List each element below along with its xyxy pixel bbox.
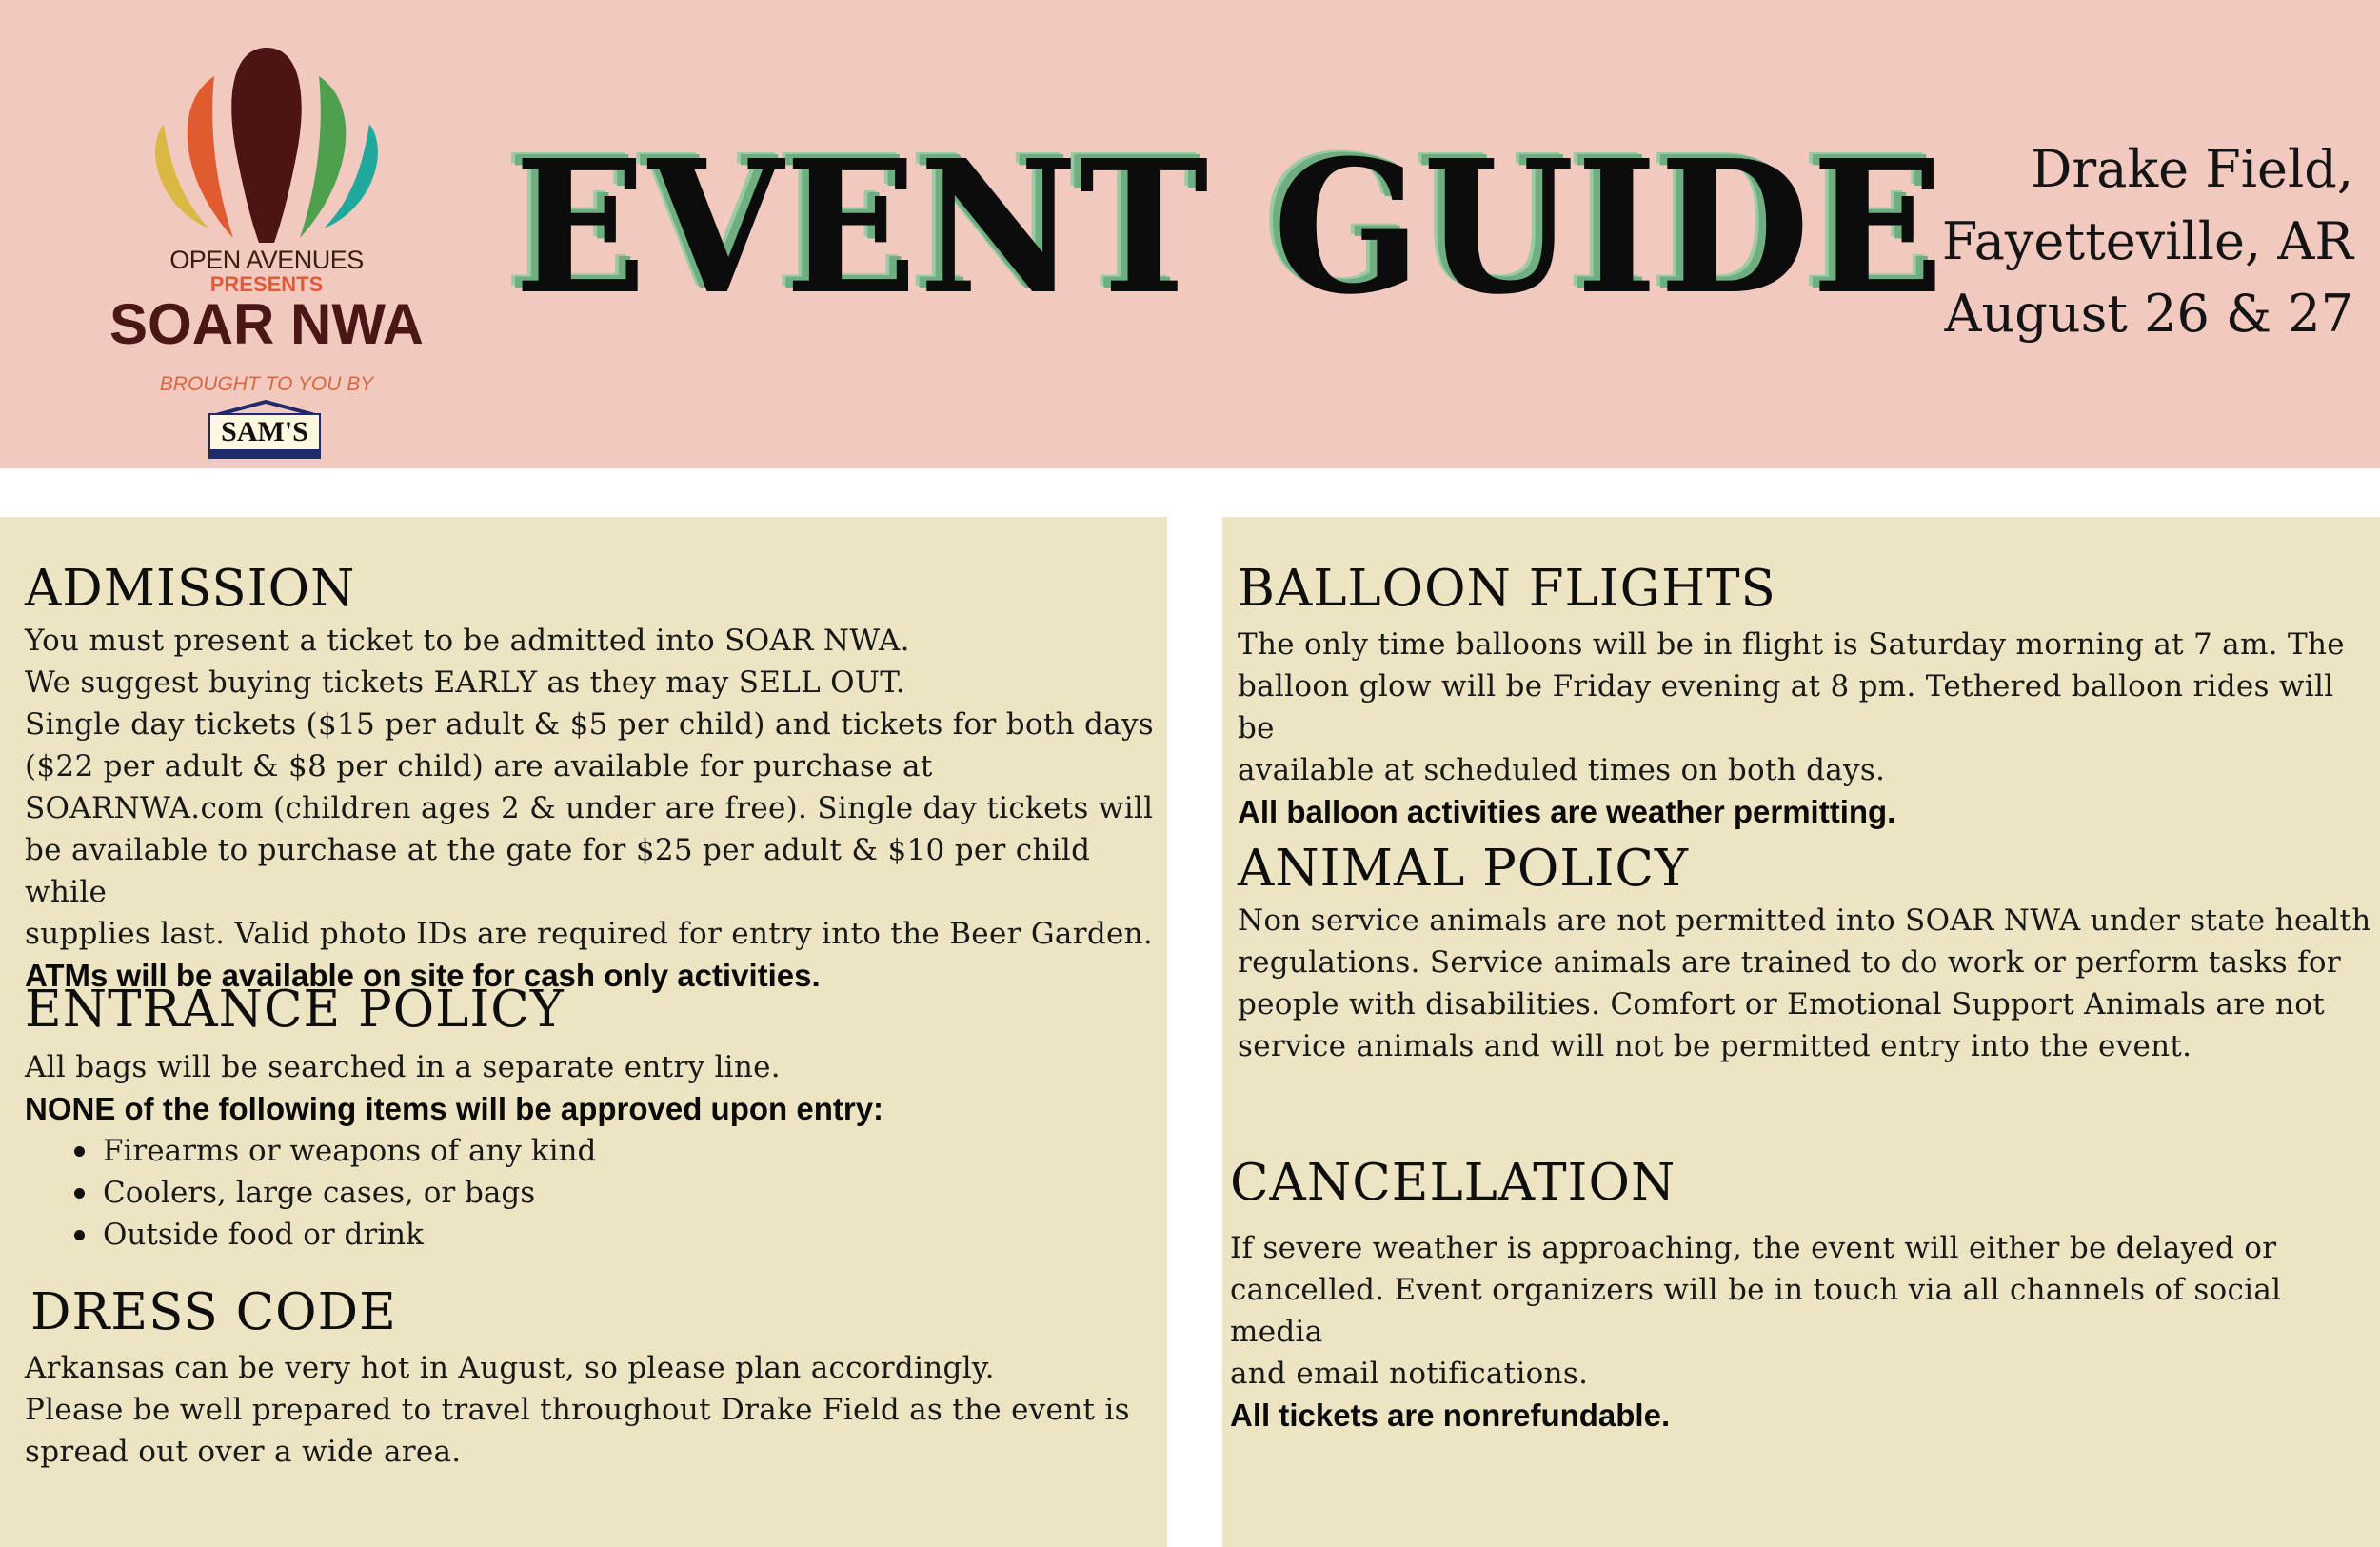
atm-note: ATMs will be available on site for cash only activities.	[25, 958, 821, 993]
location-line-1: Drake Field,	[2031, 139, 2353, 199]
balloon-line: available at scheduled times on both days.	[1238, 753, 1886, 787]
hot-air-balloon-icon	[143, 38, 390, 248]
admission-line: ($22 per adult & $8 per child) are available for purchase at	[25, 749, 933, 783]
header-banner	[0, 0, 2380, 468]
sams-furniture-logo	[208, 400, 323, 459]
prohibited-items-list	[25, 1130, 883, 1256]
sams-label: SAM'S	[208, 413, 321, 451]
open-avenues-label: OPEN AVENUES	[169, 246, 364, 274]
cancellation-line: cancelled. Event organizers will be in touch via all channels of social media	[1230, 1273, 2282, 1349]
balloon-flights-heading: BALLOON FLIGHTS	[1238, 560, 1776, 618]
cancellation-line: and email notifications.	[1230, 1357, 1589, 1391]
balloon-flights-section	[1238, 559, 2380, 833]
list-item: Coolers, large cases, or bags	[74, 1172, 883, 1214]
bag-search-line: All bags will be searched in a separate entry line.	[25, 1050, 781, 1084]
cancellation-line: If severe weather is approaching, the event will either be delayed or	[1230, 1231, 2277, 1265]
location-line-2: Fayetteville, AR	[1941, 211, 2353, 271]
dress-code-heading: DRESS CODE	[30, 1283, 397, 1341]
animal-policy-line: people with disabilities. Comfort or Emotional Support Animals are not	[1238, 987, 2326, 1021]
entrance-policy-section	[25, 980, 883, 1256]
page-title: EVENT GUIDE	[514, 121, 1946, 335]
admission-line: SOARNWA.com (children ages 2 & under are free). Single day tickets will	[25, 791, 1154, 825]
admission-line: Single day tickets ($15 per adult & $5 per child) and tickets for both days	[25, 707, 1154, 742]
list-item: Firearms or weapons of any kind	[74, 1130, 883, 1172]
dress-code-line: spread out over a wide area.	[25, 1435, 462, 1469]
event-dates: August 26 & 27	[1944, 284, 2353, 344]
balloon-stripe-center	[231, 48, 302, 243]
presents-label: PRESENTS	[209, 272, 324, 296]
soar-nwa-logo	[105, 38, 428, 447]
dress-code-body	[25, 1347, 1130, 1473]
balloon-line: The only time balloons will be in flight is Saturday morning at 7 am. The	[1238, 627, 2345, 662]
brought-to-you-label: BROUGHT TO YOU BY	[159, 373, 374, 395]
animal-policy-line: regulations. Service animals are trained to do work or perform tasks for	[1238, 945, 2341, 980]
admission-heading: ADMISSION	[25, 560, 356, 618]
dress-code-section	[30, 1282, 397, 1343]
admission-line: be available to purchase at the gate for $25 per adult & $10 per child while	[25, 833, 1091, 909]
admission-line: You must present a ticket to be admitted into SOAR NWA.	[25, 624, 910, 658]
cancellation-heading: CANCELLATION	[1230, 1154, 1676, 1212]
entrance-policy-heading: ENTRANCE POLICY	[25, 981, 565, 1039]
soar-nwa-wordmark: SOAR NWA	[109, 292, 424, 356]
list-item: Outside food or drink	[74, 1214, 883, 1256]
balloon-line: balloon glow will be Friday evening at 8 pm. Tethered balloon rides will be	[1238, 669, 2334, 745]
animal-policy-line: Non service animals are not permitted into SOAR NWA under state health	[1238, 903, 2371, 938]
animal-policy-line: service animals and will not be permitted entry into the event.	[1238, 1029, 2192, 1063]
right-panel	[1222, 517, 2380, 1547]
event-location	[1942, 133, 2353, 350]
left-panel	[0, 517, 1167, 1547]
admission-line: We suggest buying tickets EARLY as they may SELL OUT.	[25, 665, 905, 700]
animal-policy-section	[1238, 839, 2371, 1067]
prohibited-items-note: NONE of the following items will be approved upon entry:	[25, 1091, 884, 1126]
admission-line: supplies last. Valid photo IDs are required for entry into the Beer Garden.	[25, 917, 1154, 951]
nonrefundable-note: All tickets are nonrefundable.	[1230, 1398, 1671, 1433]
weather-note: All balloon activities are weather permitting.	[1238, 794, 1896, 829]
admission-section	[25, 559, 1167, 997]
sams-band	[208, 449, 321, 459]
cancellation-section	[1230, 1153, 2380, 1437]
animal-policy-heading: ANIMAL POLICY	[1238, 840, 1689, 898]
dress-code-line: Arkansas can be very hot in August, so please plan accordingly.	[25, 1351, 995, 1385]
dress-code-line: Please be well prepared to travel throughout Drake Field as the event is	[25, 1393, 1130, 1427]
